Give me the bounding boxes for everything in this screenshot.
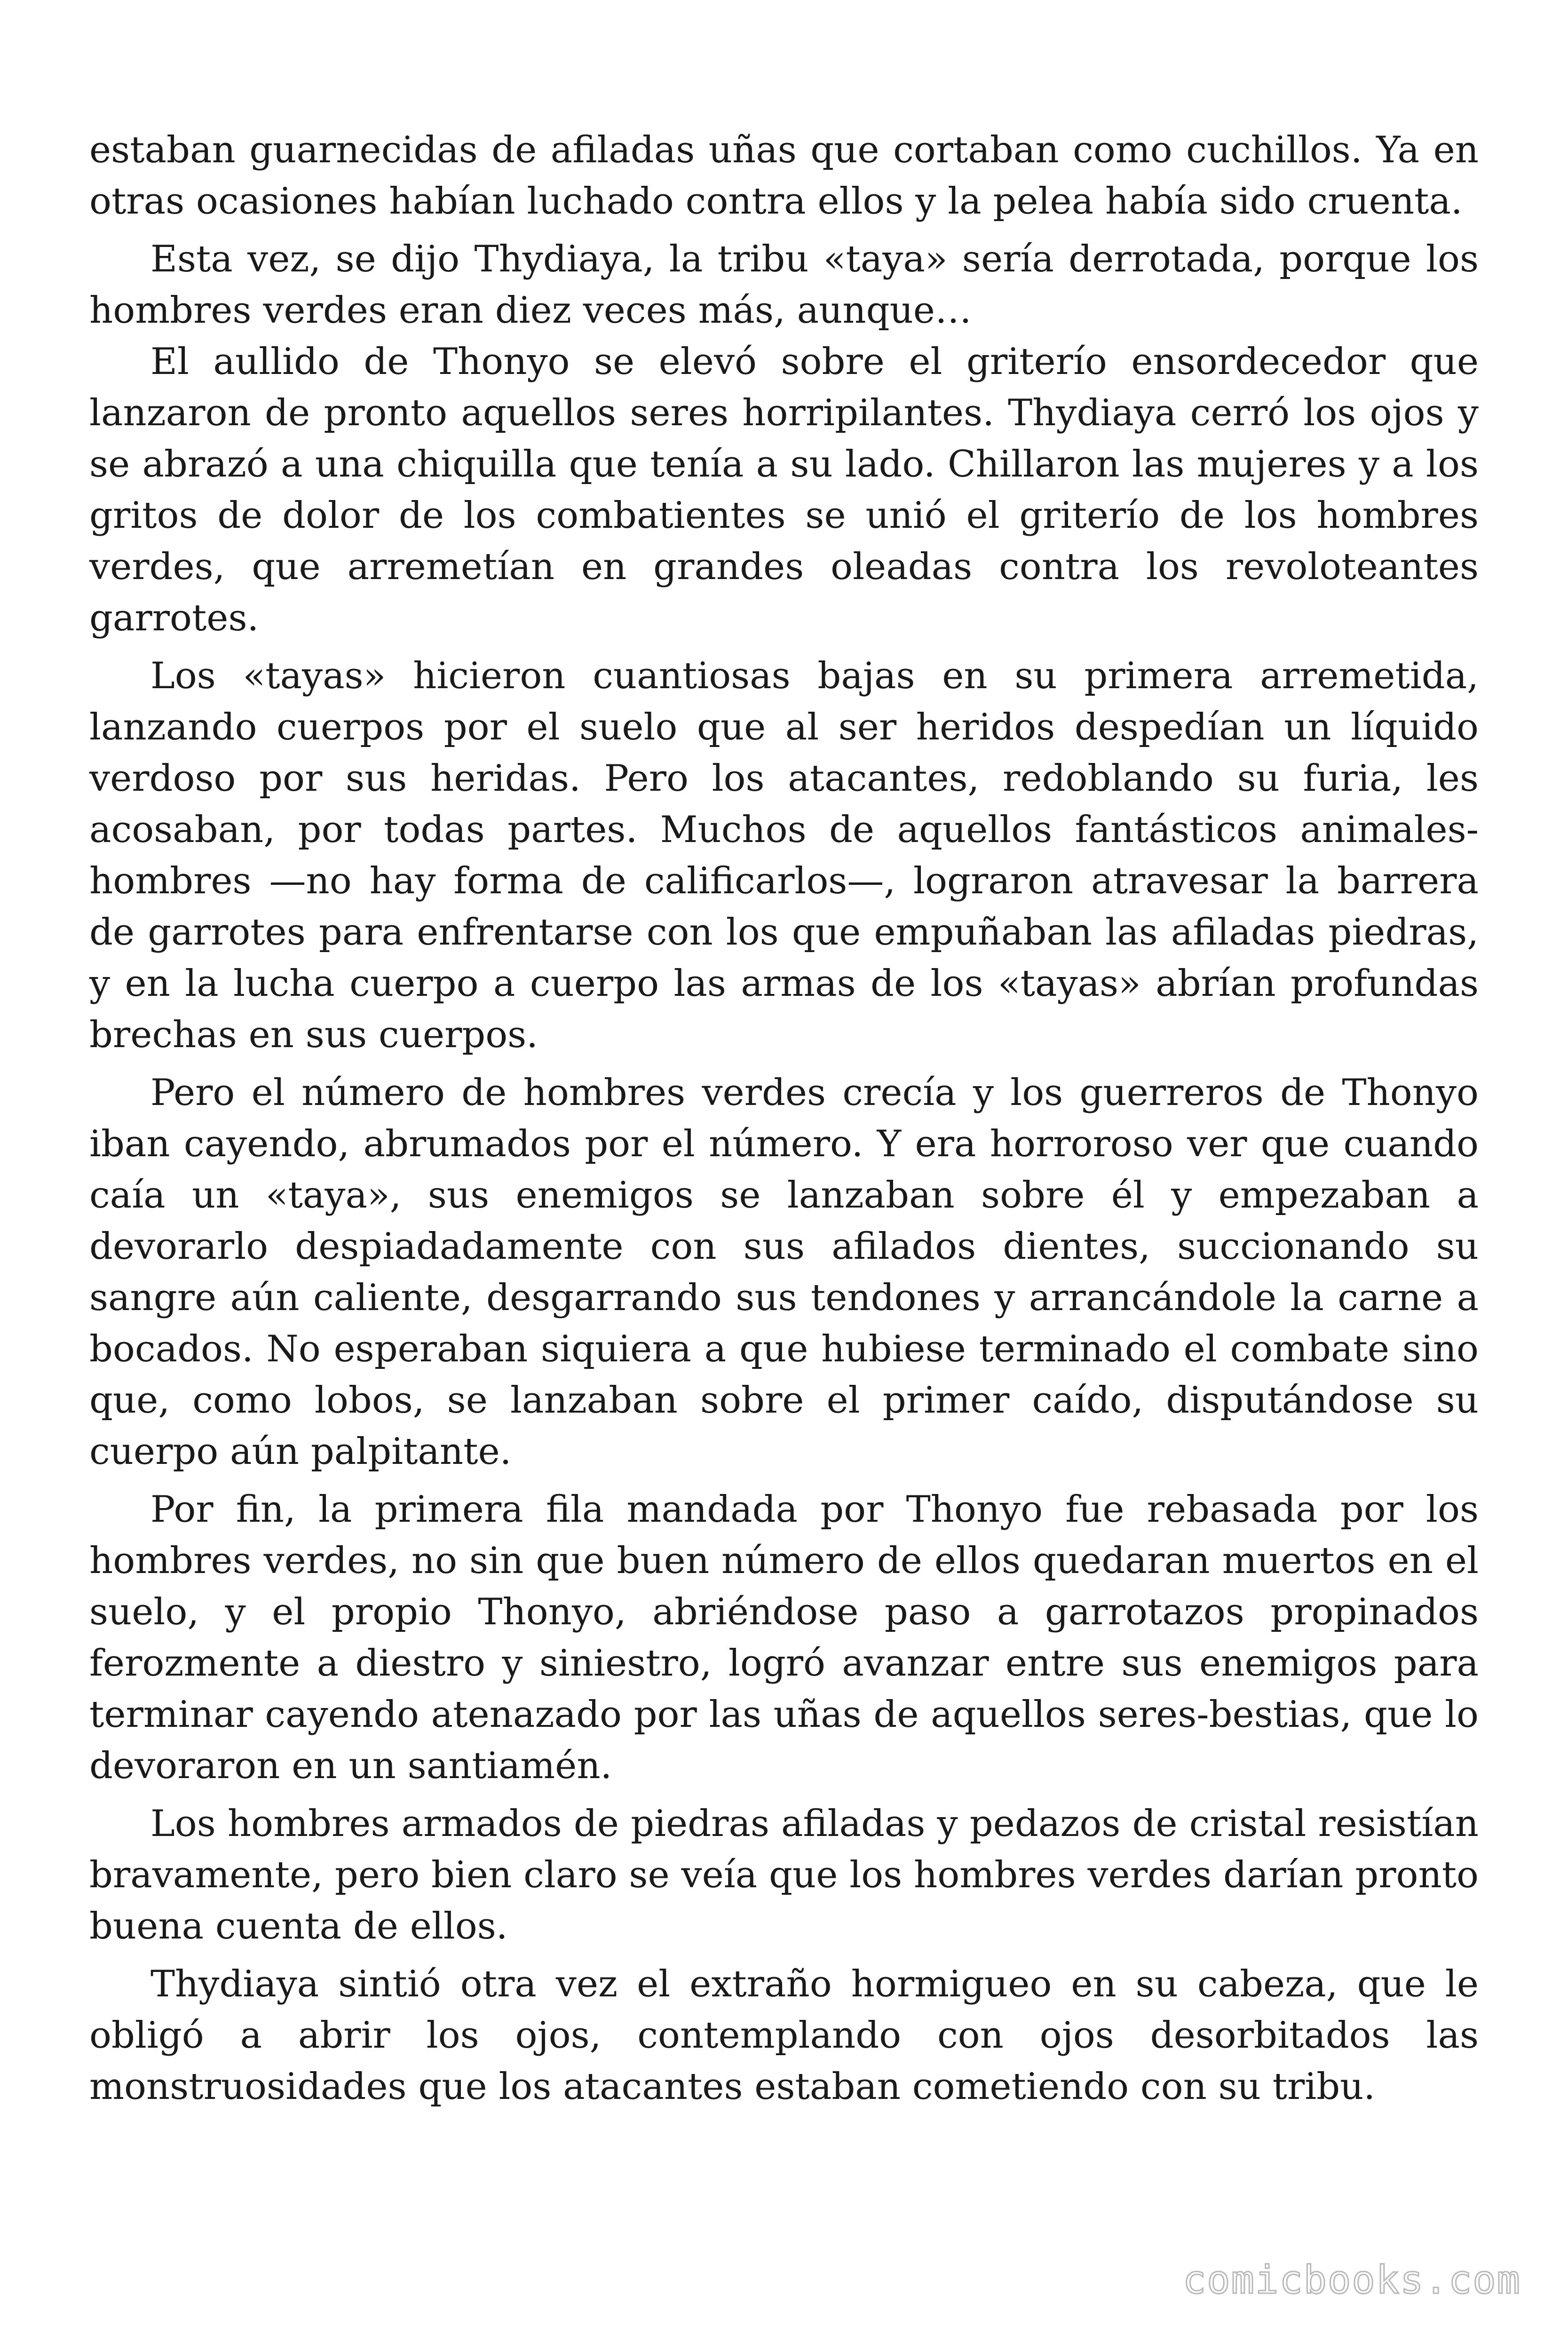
paragraph-2: Esta vez, se dijo Thydiaya, la tribu «taya» sería derrotada, porque los hombres verdes eran diez veces más, aunque…: [89, 238, 1479, 332]
watermark: comicbooks.com: [1182, 2258, 1521, 2303]
page-body: [89, 125, 1479, 2113]
paragraph-4: Los «tayas» hicieron cuantiosas bajas en su primera arremetida, lanzando cuerpos por el suelo que al ser heridos despedían un líquido verdoso por sus heridas. Pero los atacantes, redoblando su furia, les acosaban, por todas partes. Muchos de aquellos fantásticos animales-hombres —no hay forma de calificarlos—, lograron atravesar la barrera de garrotes para enfrentarse con los que empuñaban las afiladas piedras, y en la lucha cuerpo a cuerpo las armas de los «tayas» abrían profundas brechas en sus cuerpos.: [89, 655, 1479, 1056]
paragraph-5: Pero el número de hombres verdes crecía y los guerreros de Thonyo iban cayendo, abrumados por el número. Y era horroroso ver que cuando caía un «taya», sus enemigos se lanzaban sobre él y empezaban a devorarlo despiadadamente con sus afilados dientes, succionando su sangre aún caliente, desgarrando sus tendones y arrancándole la carne a bocados. No esperaban siquiera a que hubiese terminado el combate sino que, como lobos, se lanzaban sobre el primer caído, disputándose su cuerpo aún palpitante.: [89, 1072, 1479, 1473]
paragraph-3: El aullido de Thonyo se elevó sobre el griterío ensordecedor que lanzaron de pronto aquellos seres horripilantes. Thydiaya cerró los ojos y se abrazó a una chiquilla que tenía a su lado. Chillaron las mujeres y a los gritos de dolor de los combatientes se unió el griterío de los hombres verdes, que arremetían en grandes oleadas contra los revoloteantes garrotes.: [89, 341, 1479, 639]
paragraph-7: Los hombres armados de piedras afiladas y pedazos de cristal resistían bravamente, pero bien claro se veía que los hombres verdes darían pronto buena cuenta de ellos.: [89, 1803, 1479, 1947]
paragraph-6: Por fin, la primera fila mandada por Thonyo fue rebasada por los hombres verdes, no sin que buen número de ellos quedaran muertos en el suelo, y el propio Thonyo, abriéndose paso a garrotazos propinados ferozmente a diestro y siniestro, logró avanzar entre sus enemigos para terminar cayendo atenazado por las uñas de aquellos seres-bestias, que lo devoraron en un santiamén.: [89, 1488, 1479, 1787]
paragraph-1: estaban guarnecidas de afiladas uñas que cortaban como cuchillos. Ya en otras ocasiones habían luchado contra ellos y la pelea había sido cruenta.: [89, 129, 1479, 222]
paragraph-8: Thydiaya sintió otra vez el extraño hormigueo en su cabeza, que le obligó a abrir los ojos, contemplando con ojos desorbitados las monstruosidades que los atacantes estaban cometiendo con su tribu.: [89, 1963, 1479, 2108]
